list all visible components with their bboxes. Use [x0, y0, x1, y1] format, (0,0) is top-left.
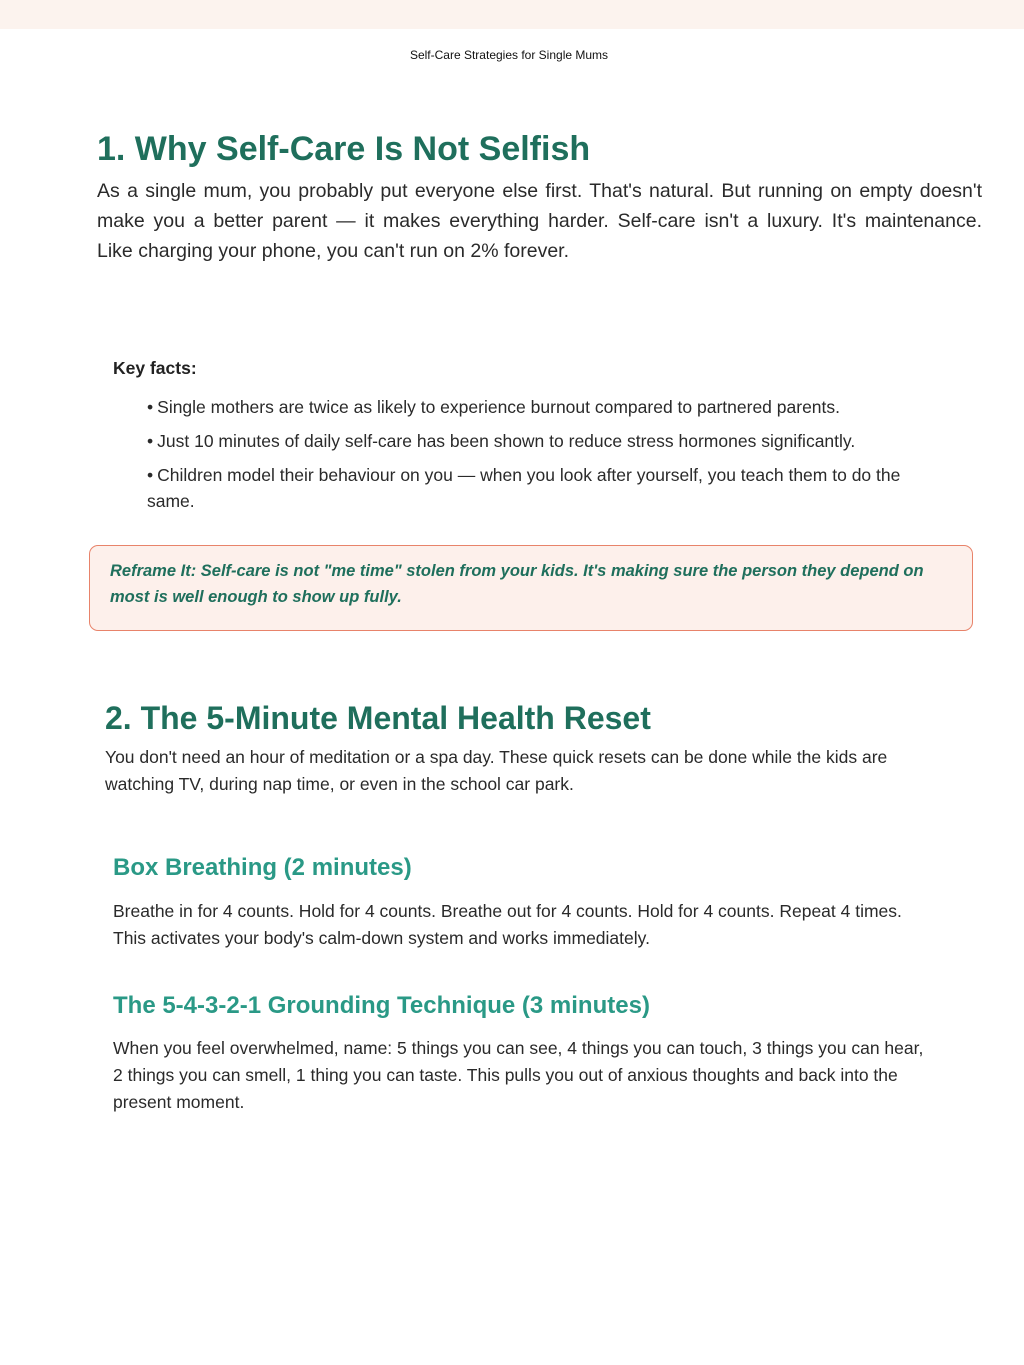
section-1-heading: 1. Why Self-Care Is Not Selfish — [97, 130, 591, 168]
technique-title-box-breathing: Box Breathing (2 minutes) — [113, 854, 412, 881]
top-band — [0, 0, 1024, 29]
reframe-callout-text: Reframe It: Self-care is not "me time" stolen from your kids. It's making sure the person they depend on most is well enough to show up fully. — [110, 562, 924, 606]
running-header: Self-Care Strategies for Single Mums — [409, 48, 609, 62]
bullet-icon: • — [147, 431, 154, 451]
technique-title-grounding: The 5-4-3-2-1 Grounding Technique (3 minutes) — [113, 992, 650, 1019]
key-fact-text: Single mothers are twice as likely to experience burnout compared to partnered parents. — [157, 397, 841, 417]
section-2-heading: 2. The 5-Minute Mental Health Reset — [105, 700, 651, 736]
key-facts-list — [147, 394, 927, 522]
technique-text-grounding: When you feel overwhelmed, name: 5 things you can see, 4 things you can touch, 3 things you can hear, 2 things you can smell, 1 thing you can taste. This pulls you out of anxious thoughts and back into the present moment. — [113, 1038, 924, 1112]
key-fact-text: Children model their behaviour on you — when you look after yourself, you teach them to do the same. — [147, 465, 901, 511]
section-1-paragraph-line-1: As a single mum, you probably put everyone else first. That's natural. But running on empty doesn't — [97, 180, 982, 202]
section-2-intro: You don't need an hour of meditation or a spa day. These quick resets can be done while the kids are watching TV, during nap time, or even in the school car park. — [105, 747, 888, 794]
bullet-icon: • — [147, 465, 154, 485]
key-fact-text: Just 10 minutes of daily self-care has been shown to reduce stress hormones significantly. — [157, 431, 856, 451]
list-item — [147, 428, 927, 454]
section-1-paragraph-line-2: make you a better parent — it makes everything harder. Self-care isn't a luxury. It's maintenance. — [97, 210, 982, 232]
list-item — [147, 462, 927, 514]
bullet-icon: • — [147, 397, 154, 417]
section-1-paragraph-line-3: Like charging your phone, you can't run on 2% forever. — [97, 240, 570, 262]
list-item — [147, 394, 927, 420]
technique-text-box-breathing: Breathe in for 4 counts. Hold for 4 counts. Breathe out for 4 counts. Hold for 4 counts. Repeat 4 times. This activates your body's calm-down system and works immediately. — [113, 901, 902, 948]
key-facts-label: Key facts: — [113, 358, 197, 378]
reframe-callout-box — [89, 545, 973, 631]
